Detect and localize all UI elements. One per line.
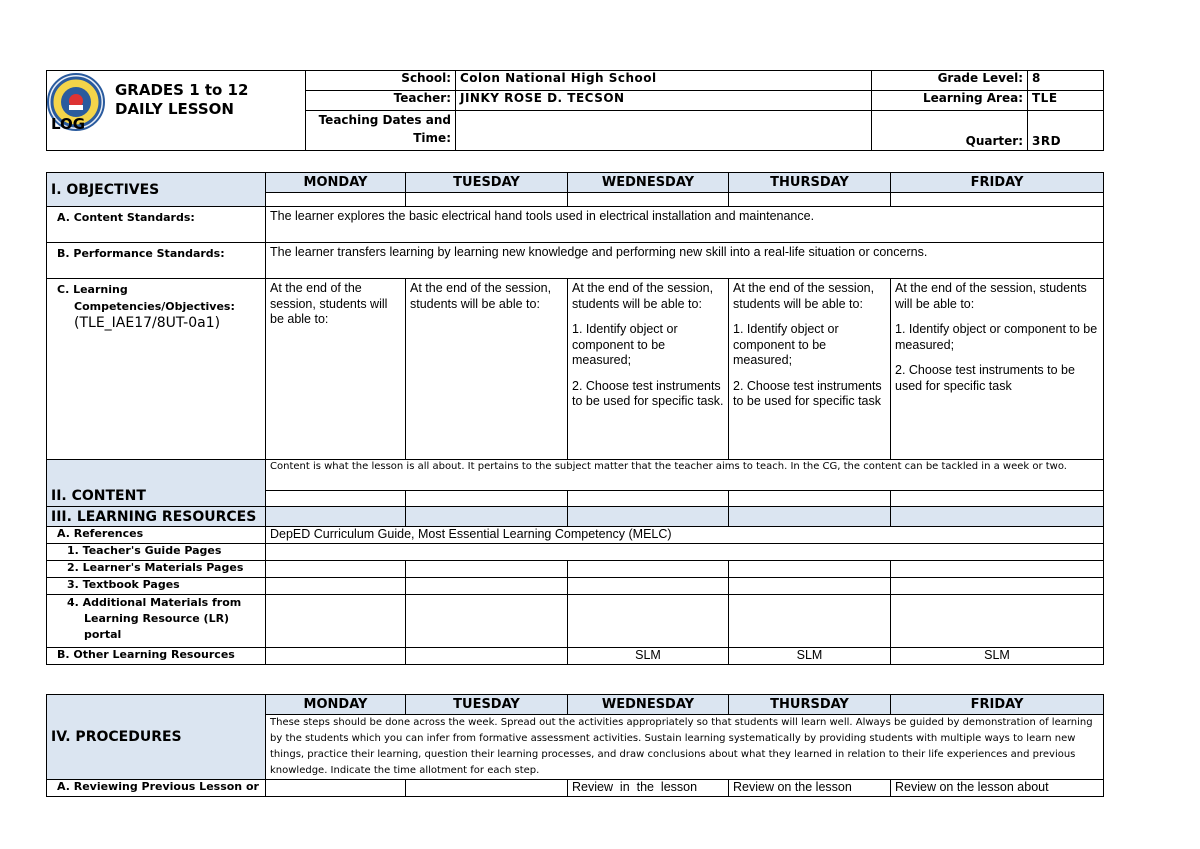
blank-cell — [266, 561, 406, 578]
learning-area-value: TLE — [1028, 91, 1104, 111]
review-friday: Review on the lesson about — [891, 780, 1104, 797]
teaching-dates-value — [456, 111, 872, 151]
blank-cell — [406, 507, 568, 527]
title-line-2: DAILY LESSON — [115, 100, 234, 118]
blank-cell — [406, 595, 568, 648]
blank-cell — [266, 507, 406, 527]
blank-cell — [568, 507, 729, 527]
fri-objective-2: 2. Choose test instruments to be used for specific task — [895, 363, 1075, 393]
competencies-label — [47, 279, 266, 460]
learners-materials-label: 2. Learner's Materials Pages — [47, 561, 266, 578]
blank-cell — [406, 648, 568, 665]
content-standards-text: The learner explores the basic electrical hand tools used in electrical installation and maintenance. — [266, 207, 1104, 243]
performance-standards-text: The learner transfers learning by learning new knowledge and performing new skill into a real-life situation or concerns. — [266, 243, 1104, 279]
day-tuesday: TUESDAY — [406, 173, 568, 193]
blank-cell — [406, 561, 568, 578]
competency-monday: At the end of the session, students will be able to: — [266, 279, 406, 460]
thu-objective-1: 1. Identify object or component to be measured; — [733, 322, 839, 367]
competency-tuesday: At the end of the session, students will be able to: — [406, 279, 568, 460]
blank-cell — [891, 193, 1104, 207]
day-tuesday: TUESDAY — [406, 695, 568, 715]
competencies-label-line2: Competencies/Objectives: — [74, 300, 235, 313]
procedures-note: These steps should be done across the week. Spread out the activities appropriately so that students will learn well. Always be guided by demonstration of learning by the students which you can infer from formative assessment activities. Sustain learning systematically by providing students with multiple ways to learn new things, practice their learning, question their learning processes, and draw conclusions about what they learned in relation to their life experiences and previous knowledge. Indicate the time allotment for each step. — [266, 715, 1104, 780]
blank-cell — [406, 491, 568, 507]
review-thursday: Review on the lesson — [729, 780, 891, 797]
other-resources-label: B. Other Learning Resources — [47, 648, 266, 665]
teacher-label: Teacher: — [306, 91, 456, 111]
teachers-guide-label: 1. Teacher's Guide Pages — [47, 544, 266, 561]
blank-cell — [266, 595, 406, 648]
resources-title: III. LEARNING RESOURCES — [47, 507, 266, 527]
teaching-dates-label — [306, 111, 456, 151]
blank-cell — [406, 780, 568, 797]
performance-standards-label: B. Performance Standards: — [47, 243, 266, 279]
content-note: Content is what the lesson is all about. It pertains to the subject matter that the teacher aims to teach. In the CG, the content can be tackled in a week or two. — [266, 460, 1104, 491]
school-label: School: — [306, 71, 456, 91]
competencies-label-line1: C. Learning — [57, 283, 128, 296]
other-resources-friday: SLM — [891, 648, 1104, 665]
thu-objective-2: 2. Choose test instruments to be used for specific task — [733, 378, 882, 408]
blank-cell — [568, 561, 729, 578]
blank-cell — [729, 595, 891, 648]
school-value: Colon National High School — [456, 71, 872, 91]
additional-materials-label — [47, 595, 266, 648]
fri-intro: At the end of the session, students will be able to: — [895, 281, 1087, 311]
blank-cell — [568, 578, 729, 595]
blank-cell — [729, 507, 891, 527]
title-line-3: LOG — [51, 115, 86, 133]
day-wednesday: WEDNESDAY — [568, 173, 729, 193]
blank-cell — [568, 595, 729, 648]
teaching-dates-label-line2: Time: — [413, 131, 451, 145]
blank-cell — [266, 780, 406, 797]
wed-intro: At the end of the session, students will be able to: — [572, 281, 714, 311]
grade-level-label: Grade Level: — [872, 71, 1028, 91]
day-monday: MONDAY — [266, 173, 406, 193]
blank-cell — [406, 193, 568, 207]
references-text: DepED Curriculum Guide, Most Essential Learning Competency (MELC) — [266, 527, 1104, 544]
additional-line3: portal — [84, 628, 122, 641]
day-friday: FRIDAY — [891, 695, 1104, 715]
additional-line1: 4. Additional Materials from — [67, 596, 242, 609]
blank-cell — [406, 578, 568, 595]
blank-cell — [729, 491, 891, 507]
blank-cell — [891, 507, 1104, 527]
blank-cell — [266, 544, 1104, 561]
teaching-dates-label-line1: Teaching Dates and — [318, 113, 451, 127]
competency-friday — [891, 279, 1104, 460]
header-table — [46, 70, 1104, 151]
objectives-title: I. OBJECTIVES — [47, 173, 266, 207]
blank-cell — [891, 578, 1104, 595]
references-label: A. References — [47, 527, 266, 544]
day-thursday: THURSDAY — [729, 173, 891, 193]
blank-cell — [729, 561, 891, 578]
competency-code: (TLE_IAE17/8UT-0a1) — [74, 315, 221, 331]
quarter-value: 3RD — [1028, 111, 1104, 151]
learning-area-label: Learning Area: — [872, 91, 1028, 111]
blank-cell — [891, 491, 1104, 507]
lesson-table — [46, 172, 1104, 665]
blank-cell — [266, 578, 406, 595]
day-friday: FRIDAY — [891, 173, 1104, 193]
blank-cell — [568, 193, 729, 207]
competency-thursday — [729, 279, 891, 460]
blank-cell — [266, 491, 406, 507]
procedures-table — [46, 694, 1104, 797]
quarter-label: Quarter: — [872, 111, 1028, 151]
grade-level-value: 8 — [1028, 71, 1104, 91]
content-title: II. CONTENT — [47, 460, 266, 507]
procedures-title: IV. PROCEDURES — [47, 695, 266, 780]
blank-cell — [891, 595, 1104, 648]
content-standards-label: A. Content Standards: — [47, 207, 266, 243]
additional-line2: Learning Resource (LR) — [84, 612, 230, 625]
review-wednesday: Review in the lesson — [568, 780, 729, 797]
blank-cell — [729, 193, 891, 207]
teacher-value: JINKY ROSE D. TECSON — [456, 91, 872, 111]
other-resources-wednesday: SLM — [568, 648, 729, 665]
competency-wednesday — [568, 279, 729, 460]
blank-cell — [266, 193, 406, 207]
blank-cell — [891, 561, 1104, 578]
wed-objective-1: 1. Identify object or component to be measured; — [572, 322, 678, 367]
fri-objective-1: 1. Identify object or component to be measured; — [895, 322, 1098, 352]
day-monday: MONDAY — [266, 695, 406, 715]
wed-objective-2: 2. Choose test instruments to be used for specific task. — [572, 378, 724, 408]
thu-intro: At the end of the session, students will be able to: — [733, 281, 875, 311]
day-wednesday: WEDNESDAY — [568, 695, 729, 715]
blank-cell — [729, 578, 891, 595]
title-line-1: GRADES 1 to 12 — [115, 81, 249, 99]
textbook-label: 3. Textbook Pages — [47, 578, 266, 595]
day-thursday: THURSDAY — [729, 695, 891, 715]
blank-cell — [568, 491, 729, 507]
reviewing-previous-lesson-label: A. Reviewing Previous Lesson or — [47, 780, 266, 797]
blank-cell — [266, 648, 406, 665]
other-resources-thursday: SLM — [729, 648, 891, 665]
